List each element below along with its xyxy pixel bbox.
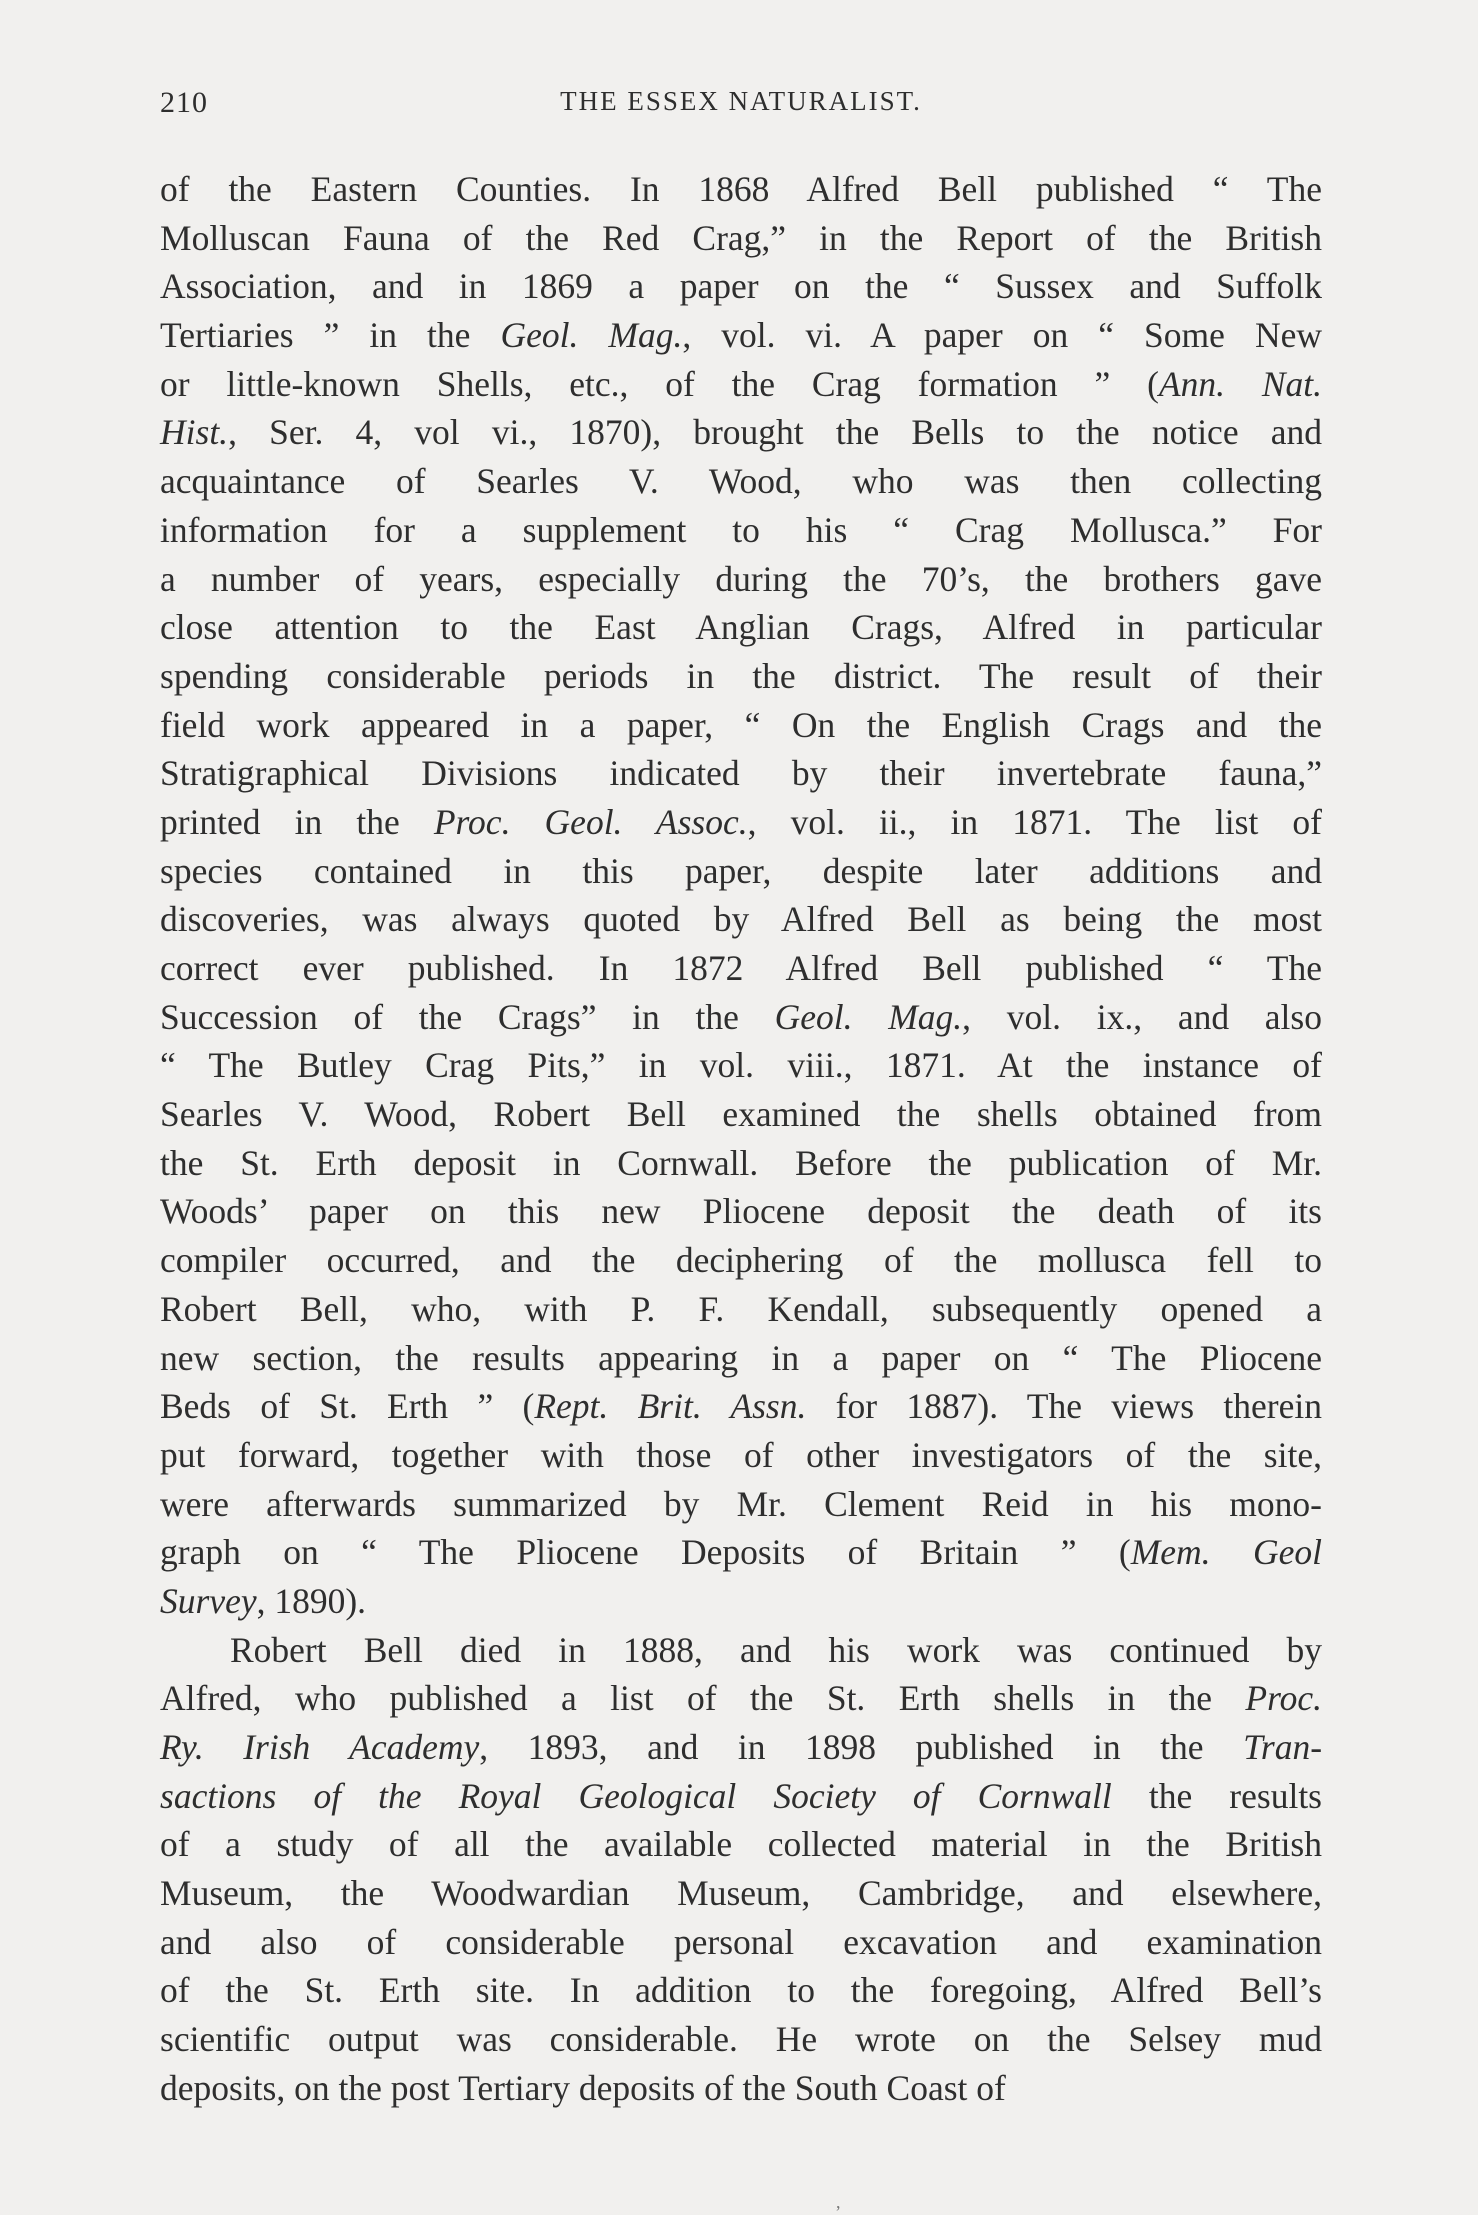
text-line: information for a supplement to his “ Crag Mollusca.” For bbox=[160, 509, 1322, 550]
text-line: deposits, on the post Tertiary deposits of the South Coast of bbox=[160, 2067, 1006, 2108]
text-line: spending considerable periods in the district. The result of their bbox=[160, 655, 1322, 696]
text-line: Woods’ paper on this new Pliocene deposit the death of its bbox=[160, 1191, 1322, 1232]
text-line: sactions of the Royal Geological Society of Cornwall the results bbox=[160, 1775, 1322, 1816]
running-head bbox=[160, 86, 1322, 126]
text-line: Stratigraphical Divisions indicated by their invertebrate fauna,” bbox=[160, 753, 1322, 794]
paragraph-1 bbox=[160, 165, 1322, 1626]
running-title: THE ESSEX NATURALIST. bbox=[560, 86, 922, 116]
text-line: or little-known Shells, etc., of the Crag formation ” (Ann. Nat. bbox=[160, 363, 1322, 404]
text-line: Molluscan Fauna of the Red Crag,” in the Report of the British bbox=[160, 217, 1322, 258]
text-line: Tertiaries ” in the Geol. Mag., vol. vi. A paper on “ Some New bbox=[160, 315, 1322, 356]
text-line: Robert Bell, who, with P. F. Kendall, subsequently opened a bbox=[160, 1288, 1322, 1329]
text-line: Beds of St. Erth ” (Rept. Brit. Assn. for 1887). The views therein bbox=[160, 1386, 1322, 1427]
text-line: Museum, the Woodwardian Museum, Cambridge, and elsewhere, bbox=[160, 1873, 1322, 1914]
text-line: printed in the Proc. Geol. Assoc., vol. ii., in 1871. The list of bbox=[160, 801, 1322, 842]
text-line: and also of considerable personal excavation and examination bbox=[160, 1921, 1322, 1962]
page-number: 210 bbox=[160, 86, 208, 119]
text-line: close attention to the East Anglian Crags, Alfred in particular bbox=[160, 607, 1322, 648]
text-line: of a study of all the available collected material in the British bbox=[160, 1824, 1322, 1865]
text-line: “ The Butley Crag Pits,” in vol. viii., 1871. At the instance of bbox=[160, 1045, 1322, 1086]
text-line: species contained in this paper, despite later additions and bbox=[160, 850, 1322, 891]
text-line: of the St. Erth site. In addition to the foregoing, Alfred Bell’s bbox=[160, 1970, 1322, 2011]
text-line: Searles V. Wood, Robert Bell examined the shells obtained from bbox=[160, 1094, 1322, 1135]
text-line: correct ever published. In 1872 Alfred Bell published “ The bbox=[160, 948, 1322, 988]
text-line: compiler occurred, and the deciphering of the mollusca fell to bbox=[160, 1240, 1322, 1281]
printer-mark: , bbox=[836, 2192, 841, 2212]
text-line: acquaintance of Searles V. Wood, who was then collecting bbox=[160, 461, 1322, 502]
text-line: Survey, 1890). bbox=[160, 1580, 367, 1621]
text-line: new section, the results appearing in a paper on “ The Pliocene bbox=[160, 1337, 1322, 1378]
text-line: were afterwards summarized by Mr. Clement Reid in his mono- bbox=[160, 1483, 1322, 1524]
paragraph-2 bbox=[160, 1626, 1322, 2113]
text-line: the St. Erth deposit in Cornwall. Before the publication of Mr. bbox=[160, 1142, 1322, 1183]
text-line: put forward, together with those of other investigators of the site, bbox=[160, 1434, 1322, 1475]
text-line: Association, and in 1869 a paper on the “ Sussex and Suffolk bbox=[160, 266, 1322, 307]
body-text bbox=[160, 165, 1322, 2113]
text-line: Alfred, who published a list of the St. Erth shells in the Proc. bbox=[160, 1678, 1322, 1719]
text-line: scientific output was considerable. He wrote on the Selsey mud bbox=[160, 2019, 1322, 2060]
text-line: graph on “ The Pliocene Deposits of Britain ” (Mem. Geol bbox=[160, 1532, 1322, 1573]
text-line: field work appeared in a paper, “ On the English Crags and the bbox=[160, 704, 1322, 745]
text-line: discoveries, was always quoted by Alfred Bell as being the most bbox=[160, 899, 1322, 940]
text-line: Robert Bell died in 1888, and his work was continued by bbox=[230, 1629, 1322, 1670]
text-line: of the Eastern Counties. In 1868 Alfred Bell published “ The bbox=[160, 169, 1322, 209]
text-line: a number of years, especially during the 70’s, the brothers gave bbox=[160, 558, 1322, 599]
text-line: Succession of the Crags” in the Geol. Mag., vol. ix., and also bbox=[160, 996, 1322, 1037]
text-line: Ry. Irish Academy, 1893, and in 1898 published in the Tran- bbox=[160, 1727, 1323, 1767]
text-line: Hist., Ser. 4, vol vi., 1870), brought the Bells to the notice and bbox=[160, 412, 1322, 453]
